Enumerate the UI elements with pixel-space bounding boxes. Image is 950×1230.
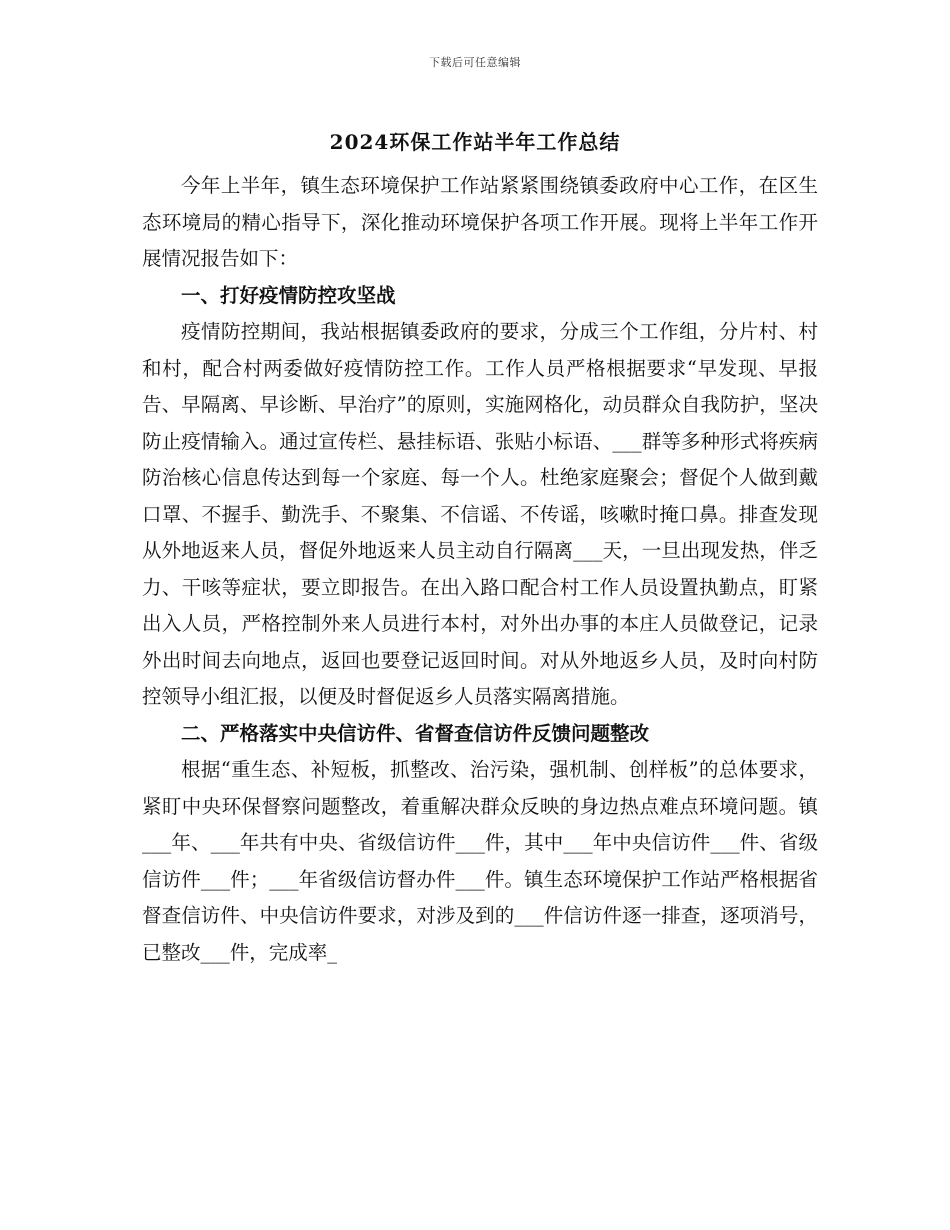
document-body [142, 168, 818, 971]
document-title: 2024环保工作站半年工作总结 [329, 130, 621, 154]
section-paragraph-2: 根据“重生态、补短板，抓整改、治污染，强机制、创样板”的总体要求，紧盯中央环保督察问题整改，着重解决群众反映的身边热点难点环境问题。镇___年、___年共有中央、省级信访件___件，其中___年中央信访件___件、省级信访件___件；___年省级信访督办件___件。镇生态环境保护工作站严格根据省督查信访件、中央信访件要求，对涉及到的___件信访件逐一排查，逐项消号，已整改___件，完成率_ [142, 758, 818, 964]
section-heading-2: 二、严格落实中央信访件、省督查信访件反馈问题整改 [181, 721, 650, 745]
header-note: 下载后可任意编辑 [429, 56, 521, 69]
intro-paragraph: 今年上半年，镇生态环境保护工作站紧紧围绕镇委政府中心工作，在区生态环境局的精心指导下，深化推动环境保护各项工作开展。现将上半年工作开展情况报告如下： [142, 174, 818, 270]
section-heading-1: 一、打好疫情防控攻坚战 [181, 283, 396, 307]
section-paragraph-1: 疫情防控期间，我站根据镇委政府的要求，分成三个工作组，分片村、村和村，配合村两委做好疫情防控工作。工作人员严格根据要求“早发现、早报告、早隔离、早诊断、早治疗”的原则，实施网格化，动员群众自我防护，坚决防止疫情输入。通过宣传栏、悬挂标语、张贴小标语、___群等多种形式将疾病防治核心信息传达到每一个家庭、每一个人。杜绝家庭聚会；督促个人做到戴口罩、不握手、勤洗手、不聚集、不信谣、不传谣，咳嗽时掩口鼻。排查发现从外地返来人员，督促外地返来人员主动自行隔离___天，一旦出现发热，伴乏力、干咳等症状，要立即报告。在出入路口配合村工作人员设置执勤点，盯紧出入人员，严格控制外来人员进行本村，对外出办事的本庄人员做登记，记录外出时间去向地点，返回也要登记返回时间。对从外地返乡人员，及时向村防控领导小组汇报，以便及时督促返乡人员落实隔离措施。 [142, 320, 818, 708]
